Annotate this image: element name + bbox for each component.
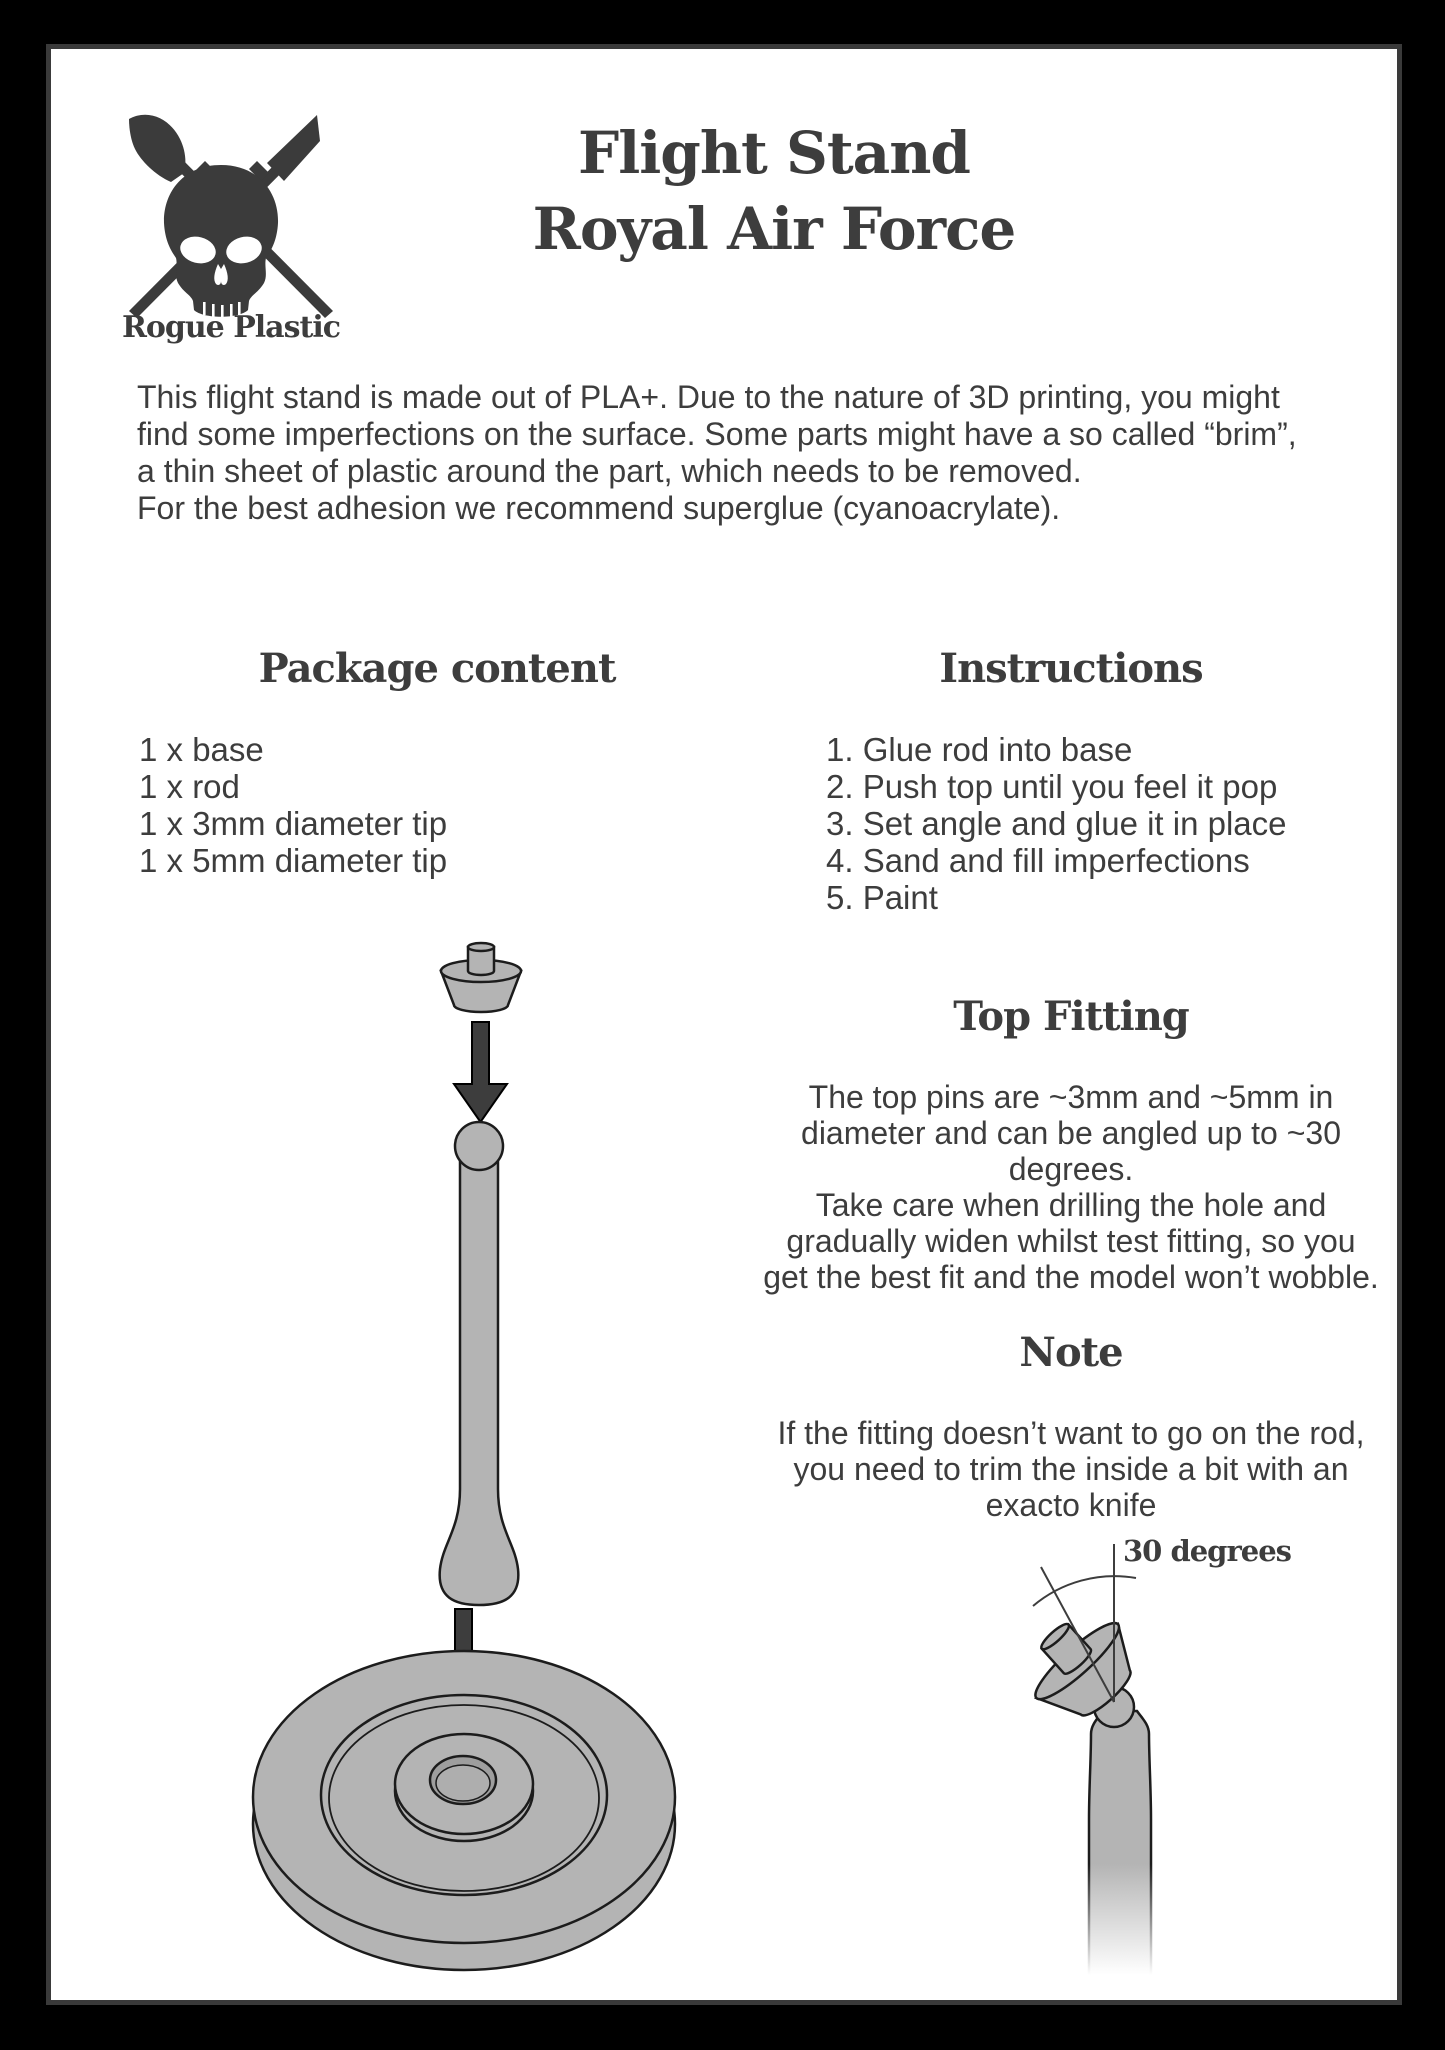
intro-paragraph	[137, 379, 1397, 527]
top-fitting-line: diameter and can be angled up to ~30	[801, 1115, 1341, 1151]
note-paragraph	[711, 1415, 1431, 1523]
note-line: If the fitting doesn’t want to go on the rod,	[777, 1415, 1365, 1451]
instructions-list	[826, 731, 1386, 916]
top-fitting-line: get the best fit and the model won’t wobble.	[763, 1259, 1379, 1295]
package-content-heading: Package content	[258, 645, 616, 692]
top-fitting-line: The top pins are ~3mm and ~5mm in	[808, 1079, 1334, 1115]
list-item: 1 x base	[139, 731, 264, 768]
page-title	[474, 115, 1074, 267]
base-part	[253, 1651, 675, 1970]
intro-line: This flight stand is made out of PLA+. Due to the nature of 3D printing, you might	[137, 379, 1280, 415]
skull-crossed-spears-logo-icon	[121, 105, 341, 323]
assembly-diagram	[201, 929, 751, 2039]
instructions-heading: Instructions	[939, 645, 1203, 692]
angled-rod-part	[1089, 1711, 1151, 1989]
rod-part	[440, 1122, 519, 1605]
list-item: 1. Glue rod into base	[826, 731, 1133, 768]
note-heading: Note	[1019, 1329, 1123, 1376]
top-fitting-line: gradually widen whilst test fitting, so you	[786, 1223, 1356, 1259]
intro-line: a thin sheet of plastic around the part, which needs to be removed.	[137, 453, 1082, 489]
list-item: 1 x 3mm diameter tip	[139, 805, 448, 842]
page-title-line1: Flight Stand	[578, 119, 970, 187]
note-line: exacto knife	[985, 1487, 1157, 1523]
package-content-list	[139, 731, 659, 879]
intro-line: find some imperfections on the surface. Some parts might have a so called “brim”,	[137, 416, 1297, 452]
list-item: 1 x 5mm diameter tip	[139, 842, 448, 879]
list-item: 2. Push top until you feel it pop	[826, 768, 1278, 805]
page-title-line2: Royal Air Force	[532, 195, 1016, 263]
top-fitting-heading: Top Fitting	[953, 993, 1189, 1040]
top-fitting-line: degrees.	[1008, 1151, 1134, 1187]
top-fitting-part	[441, 943, 521, 1012]
down-arrow-icon	[454, 1022, 507, 1122]
list-item: 3. Set angle and glue it in place	[826, 805, 1287, 842]
list-item: 5. Paint	[826, 879, 938, 916]
top-fitting-paragraph	[711, 1079, 1431, 1295]
intro-line: For the best adhesion we recommend superglue (cyanoacrylate).	[137, 490, 1061, 526]
angle-diagram	[991, 1529, 1321, 1999]
top-fitting-line: Take care when drilling the hole and	[815, 1187, 1327, 1223]
angle-label: 30 degrees	[1123, 1534, 1291, 1568]
list-item: 1 x rod	[139, 768, 240, 805]
list-item: 4. Sand and fill imperfections	[826, 842, 1250, 879]
brand-name: Rogue Plastic	[121, 310, 341, 345]
instruction-sheet-page	[46, 44, 1402, 2005]
note-line: you need to trim the inside a bit with an	[793, 1451, 1349, 1487]
